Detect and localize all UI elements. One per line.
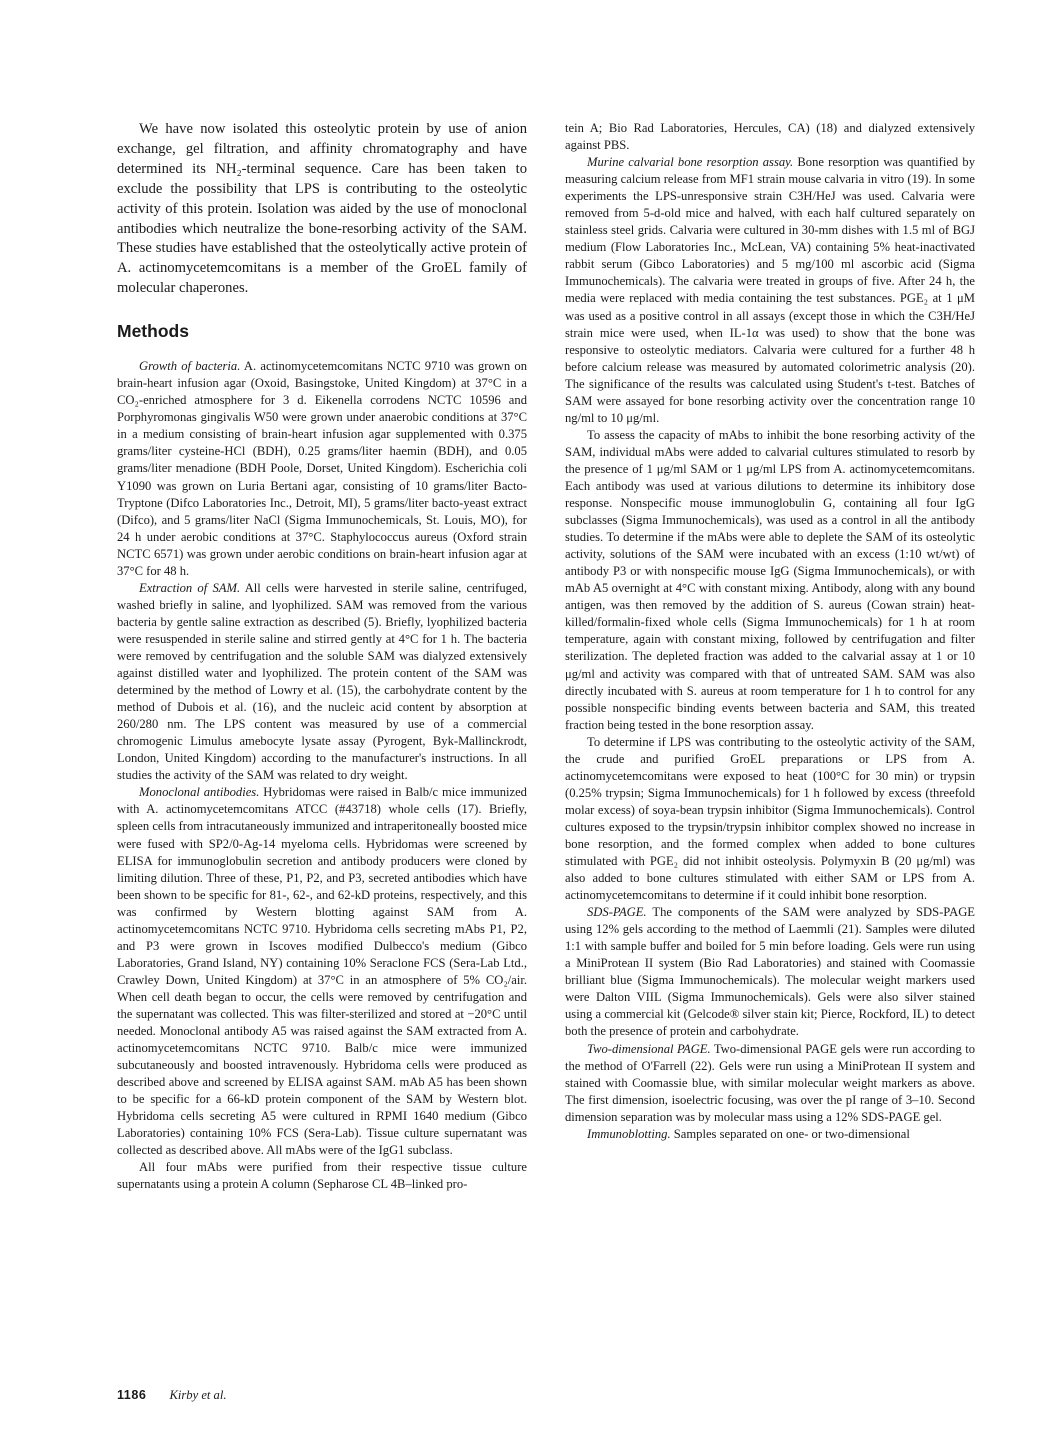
runin-heading-bone-assay: Murine calvarial bone resorption assay. xyxy=(587,155,794,170)
paragraph-monoclonal-body: Hybridomas were raised in Balb/c mice immunized with A. actinomycetemcomitans ATCC (#43718) whole cells (17). Briefly, spleen cells from intracutaneously immunized and intraperitoneally boosted mice were fused with SP2/0-Ag-14 myeloma cells. Hybridomas were screened by ELISA for immunoglobulin secretion and antibody producers were cloned by limiting dilution. Three of these, P1, P2, and P3, secreted antibodies which have been shown to be specific for 81-, 62-, and 62-kD proteins, respectively, and this was confirmed by Western blotting against SAM from A. actinomycetemcomitans NCTC 9710. Hybridoma cells secreting mAbs P1, P2, and P3 were grown in Iscoves modified Dulbecco's medium (Gibco Laboratories, Grand Island, NY) containing 10% Seraclone FCS (Sera-Lab Ltd., Crawley Down, United Kingdom) at 37°C in an atmosphere of 5% CO₂/air. When cell death began to occur, the cells were removed by centrifugation and the supernatant was collected. This was filter-sterilized and stored at −20°C until needed. Monoclonal antibody A5 was raised against the SAM extracted from A. actinomycetemcomitans NCTC 9710. Balb/c mice were immunized subcutaneously and boosted intravenously. Hybridoma cells were produced as described above and screened by ELISA against SAM. mAb A5 has been shown to be specific for a 66-kD protein component of the SAM by Western blot. Hybridoma cells secreting A5 were cultured in RPMI 1640 medium (Gibco Laboratories) containing 10% FCS (Sera-Lab). Tissue culture supernatant was collected as described above. All mAbs were of the IgG1 subclass. xyxy=(117,785,527,1158)
intro-paragraph: We have now isolated this osteolytic protein by use of anion exchange, gel filtration, and affinity chromatography and have determined its NH₂-terminal sequence. Care has been taken to exclude the possibility that LPS is contributing to the osteolytic activity of this protein. Isolation was aided by the use of monoclonal antibodies which neutralize the bone-resorbing activity of the SAM. These studies have established that the osteolytically active protein of A. actinomycetemcomitans is a member of the GroEL family of molecular chaperones. xyxy=(117,121,527,297)
page-footer xyxy=(117,1388,227,1403)
page-number: 1186 xyxy=(117,1388,147,1402)
paragraph-growth xyxy=(117,358,527,580)
paragraph-sds-page-body: The components of the SAM were analyzed by SDS-PAGE using 12% gels according to the method of Laemmli (21). Samples were diluted 1:1 with sample buffer and boiled for 5 min before loading. Gels were run using a MiniProtean II system (Bio Rad Laboratories) and stained with Coomassie brilliant blue (Sigma Immunochemicals). The molecular weight markers used were Dalton VIIL (Sigma Immunochemicals). Gels were also silver stained using a commercial kit (Gelcode® silver stain kit; Pierce, Rockford, IL) to detect both the presence of protein and carbohydrate. xyxy=(565,905,975,1039)
section-heading-methods: Methods xyxy=(117,321,189,342)
runin-heading-two-d-page: Two-dimensional PAGE. xyxy=(587,1041,711,1056)
runin-heading-growth: Growth of bacteria. xyxy=(139,359,241,374)
paragraph-two-d-page-body: Two-dimensional PAGE gels were run according to the method of O'Farrell (22). Gels were run using a MiniProtean II system and stained with Coomassie blue, with similar molecular weight markers as above. The first dimension, isoelectric focusing, was over the pI range of 3–10. Second dimension separation was by molecular mass using a 12% SDS-PAGE gel. xyxy=(565,1041,975,1124)
paragraph-immunoblotting-body: Samples separated on one- or two-dimensional xyxy=(670,1126,910,1141)
running-authors: Kirby et al. xyxy=(169,1388,227,1402)
paragraph-lps: To determine if LPS was contributing to the osteolytic activity of the SAM, the crude and purified GroEL preparations or LPS from A. actinomycetemcomitans were exposed to heat (100°C for 30 min) or trypsin (0.25% trypsin; Sigma Immunochemicals) for 1 h followed by excess (threefold molar excess) of soya-bean trypsin inhibitor (Sigma Immunochemicals). Control cultures exposed to the trypsin/trypsin inhibitor complex showed no increase in bone resorption, and the formed complex when added to bone cultures stimulated with PGE₂ did not inhibit osteolysis. Polymyxin B (20 μg/ml) was also added to bone cultures stimulated with either SAM or LPS from A. actinomycetemcomitans to determine if it could inhibit bone resorption. xyxy=(565,734,975,903)
right-column xyxy=(565,120,975,1143)
paragraph-bone-assay-body: Bone resorption was quantified by measuring calcium release from MF1 strain mouse calvaria in vitro (19). In some experiments the LPS-unresponsive strain C3H/HeJ was used. Calvaria were removed from 5-d-old mice and halved, with each half cultured separately on stainless steel grids. Calvaria were cultured in 30-mm dishes with 1.5 ml of BGJ medium (Flow Laboratories Inc., McLean, VA) containing 5% heat-inactivated rabbit serum (Gibco Laboratories) and 5 mg/100 ml ascorbic acid (Sigma Immunochemicals). The calvaria were treated in groups of five. After 24 h, the media were replaced with media containing the test substances. PGE₂ at 1 μM was used as a positive control in all assays (except those in which the C3H/HeJ strain mice were used, when IL-1α was used) to show that the bone was responsive to osteolytic mediators. Calvaria were cultured for a further 48 h before calcium release was measured by automated colorimetric analysis (20). The significance of the results was calculated using Student's t-test. Batches of SAM were assayed for bone resorbing activity over the concentration range 10 ng/ml to 10 μg/ml. xyxy=(565,155,975,425)
paragraph-continued: tein A; Bio Rad Laboratories, Hercules, CA) (18) and dialyzed extensively against PBS. xyxy=(565,121,975,153)
paragraph-extraction-body: All cells were harvested in sterile saline, centrifuged, washed briefly in saline, and lyophilized. SAM was removed from the various bacteria by gentle saline extraction as described (5). Briefly, lyophilized bacteria were resuspended in sterile saline and stirred gently at 4°C for 1 h. The bacteria were removed by centrifugation and the soluble SAM was dialyzed extensively against distilled water and lyophilized. The protein content of the SAM was determined by the method of Lowry et al. (15), the carbohydrate content by the method of Dubois et al. (16), and the nucleic acid content by absorption at 260/280 nm. The LPS content was measured by use of a commercial chromogenic Limulus amebocyte lysate assay (Pyrogent, Byk-Mallinckrodt, London, United Kingdom) according to the manufacturer's instructions. In all studies the activity of the SAM was related to dry weight. xyxy=(117,580,528,783)
paragraph-monoclonal xyxy=(117,784,527,1159)
runin-heading-sds-page: SDS-PAGE. xyxy=(587,905,647,920)
paragraph-mab-inhibition: To assess the capacity of mAbs to inhibit the bone resorbing activity of the SAM, individual mAbs were added to calvarial cultures stimulated to resorb by the presence of 1 μg/ml SAM or 1 μg/ml LPS from A. actinomycetemcomitans. Each antibody was used at various dilutions to determine its inhibitory dose response. Nonspecific mouse immunoglobulin G, containing all four IgG subclasses (Sigma Immunochemicals), was used as a control in all the antibody studies. To determine if the mAbs were able to deplete the SAM of its osteolytic activity, solutions of the SAM were incubated with an excess (1:10 wt/wt) of antibody P3 or with nonspecific mouse IgG (Sigma Immunochemicals), or with mAb A5 overnight at 4°C with constant mixing. Antibody, along with any bound antigen, was then removed by the addition of S. aureus (Cowan strain) heat-killed/formalin-fixed whole cells (Sigma Immunochemicals) for 1 h at room temperature, again with constant mixing, followed by centrifugation and filter sterilization. The depleted fraction was added to the calvarial assay at 1 or 10 μg/ml and activity was compared with that of untreated SAM. SAM was also directly incubated with S. aureus at room temperature for 1 h to control for any possible nonspecific binding events between bacteria and SAM, this treated fraction being tested in the bone resorption assay. xyxy=(565,427,975,732)
paragraph-sds-page xyxy=(565,904,975,1040)
left-column xyxy=(117,120,527,1194)
paragraph-bone-assay xyxy=(565,154,975,427)
runin-heading-immunoblotting: Immunoblotting. xyxy=(587,1126,671,1141)
paragraph-immunoblotting xyxy=(565,1126,975,1143)
runin-heading-monoclonal: Monoclonal antibodies. xyxy=(139,785,260,800)
paragraph-purification: All four mAbs were purified from their respective tissue culture supernatants using a protein A column (Sepharose CL 4B–linked pro- xyxy=(117,1160,527,1192)
paragraph-extraction xyxy=(117,580,527,785)
paragraph-two-d-page xyxy=(565,1041,975,1126)
paragraph-growth-body: A. actinomycetemcomitans NCTC 9710 was grown on brain-heart infusion agar (Oxoid, Basingstoke, United Kingdom) at 37°C in a CO₂-enriched atmosphere for 3 d. Eikenella corrodens NCTC 10596 and Porphyromonas gingivalis W50 were grown under anaerobic conditions at 37°C in a medium consisting of brain-heart infusion agar supplemented with 0.375 grams/liter cysteine-HCl (BDH), 0.25 grams/liter haemin (BDH), and 0.05 grams/liter menadione (BDH Poole, Dorset, United Kingdom). Escherichia coli Y1090 was grown on Luria Bertani agar, consisting of 10 grams/liter Bacto-Tryptone (Difco Laboratories Inc., Detroit, MI), 5 grams/liter bacto-yeast extract (Difco), and 5 grams/liter NaCl (Sigma Immunochemicals, St. Louis, MO), for 24 h under aerobic conditions at 37°C. Staphylococcus aureus (Oxford strain NCTC 6571) was grown under aerobic conditions on brain-heart infusion agar at 37°C for 48 h. xyxy=(117,359,527,578)
runin-heading-extraction: Extraction of SAM. xyxy=(139,580,241,595)
